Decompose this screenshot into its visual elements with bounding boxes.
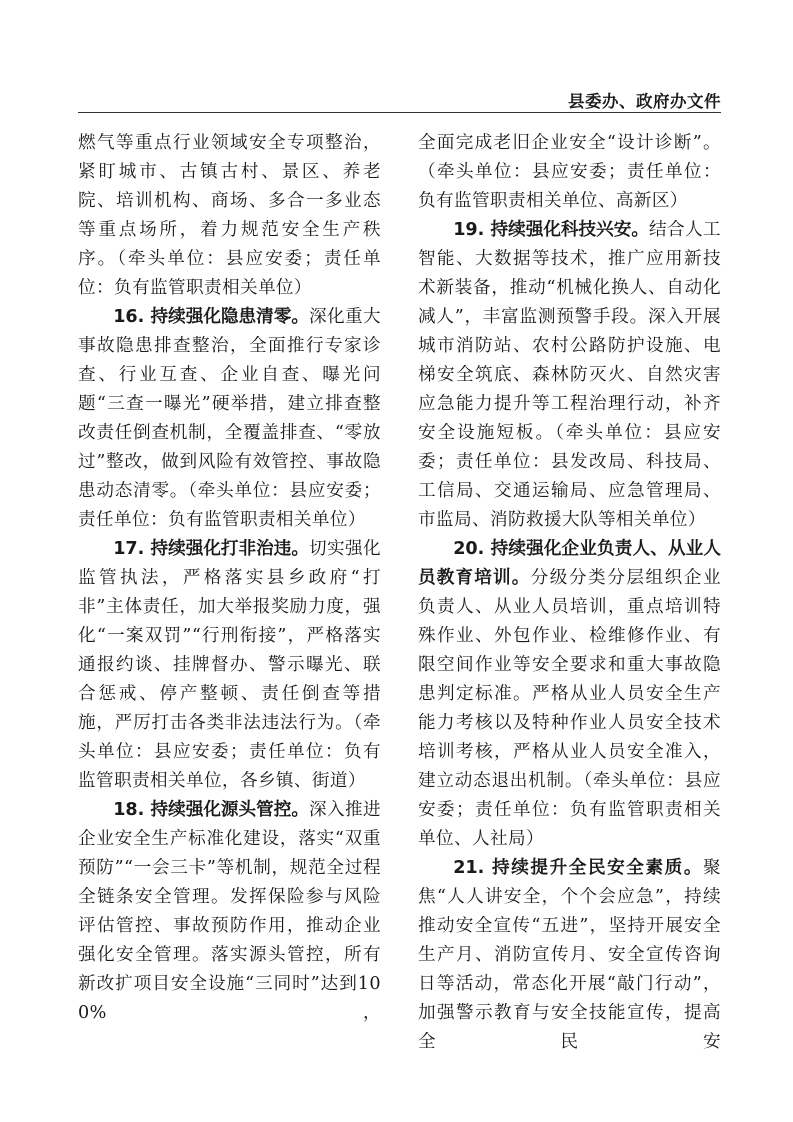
item-18-body: 深入推进企业安全生产标准化建设，落实“双重预防”“一会三卡”等机制，规范全过程全链条安全管理。发挥保险参与风险评估管控、事故预防作用，推动企业强化安全管理。落实源头管控，所有新改扩项目安全设施“三同时”达到100%， xyxy=(78,800,381,1023)
item-21-paragraph xyxy=(418,854,721,1057)
item-18-paragraph xyxy=(78,796,381,1028)
item-16-body: 深化重大事故隐患排查整治，全面推行专家诊查、行业互查、企业自查、曝光问题“三查一曝光”硬举措，建立排查整改责任倒查机制，全覆盖排查、“零放过”整改，做到风险有效管控、事故隐患动态清零。（牵头单位：县应安委；责任单位：负有监管职责相关单位） xyxy=(78,307,381,530)
item-20-paragraph xyxy=(418,535,721,854)
right-column xyxy=(418,129,721,1057)
item-19-heading: 19. 持续强化科技兴安。 xyxy=(453,220,649,240)
item-17-paragraph xyxy=(78,535,381,796)
item-19-body: 结合人工智能、大数据等技术，推广应用新技术新装备，推动“机械化换人、自动化减人”，丰富监测预警手段。深入开展城市消防站、农村公路防护设施、电梯安全筑底、森林防灭火、自然灾害应急能力提升等工程治理行动，补齐安全设施短板。（牵头单位：县应安委；责任单位：县发改局、科技局、工信局、交通运输局、应急管理局、市监局、消防救援大队等相关单位） xyxy=(418,220,721,530)
item-18-heading: 18. 持续强化源头管控。 xyxy=(113,800,309,820)
item-20-heading: 20. 持续强化企业负责人、从业人员教育培训。 xyxy=(418,539,721,588)
item-20-body: 分级分类分层组织企业负责人、从业人员培训，重点培训特殊作业、外包作业、检维修作业、有限空间作业等安全要求和重大事故隐患判定标准。严格从业人员安全生产能力考核以及特种作业人员安全技术培训考核，严格从业人员安全准入，建立动态退出机制。（牵头单位：县应安委；责任单位：负有监管职责相关单位、人社局） xyxy=(418,568,721,849)
item-17-heading: 17. 持续强化打非治违。 xyxy=(113,539,309,559)
item-21-body: 聚焦“人人讲安全，个个会应急”，持续推动安全宣传“五进”，坚持开展安全生产月、消防宣传月、安全宣传咨询日等活动，常态化开展“敲门行动”，加强警示教育与安全技能宣传，提高全民安 xyxy=(418,858,721,1052)
item-16-paragraph xyxy=(78,303,381,535)
page-header xyxy=(78,88,721,112)
left-intro-paragraph: 燃气等重点行业领域安全专项整治，紧盯城市、古镇古村、景区、养老院、培训机构、商场、多合一多业态等重点场所，着力规范安全生产秩序。（牵头单位：县应安委；责任单位：负有监管职责相关单位） xyxy=(78,133,381,298)
item-19-paragraph xyxy=(418,216,721,535)
left-column xyxy=(78,129,381,1028)
header-title: 县委办、政府办文件 xyxy=(568,92,721,111)
item-16-heading: 16. 持续强化隐患清零。 xyxy=(113,307,309,327)
item-17-body: 切实强化监管执法，严格落实县乡政府“打非”主体责任，加大举报奖励力度，强化“一案双罚”“行刑衔接”，严格落实通报约谈、挂牌督办、警示曝光、联合惩戒、停产整顿、责任倒查等措施，严厉打击各类非法违法行为。（牵头单位：县应安委；责任单位：负有监管职责相关单位，各乡镇、街道） xyxy=(78,539,381,791)
item-21-heading: 21. 持续提升全民安全素质。 xyxy=(453,858,703,878)
right-continuation-paragraph: 全面完成老旧企业安全“设计诊断”。（牵头单位：县应安委；责任单位：负有监管职责相关单位、高新区） xyxy=(418,133,721,211)
header-rule xyxy=(78,112,721,113)
